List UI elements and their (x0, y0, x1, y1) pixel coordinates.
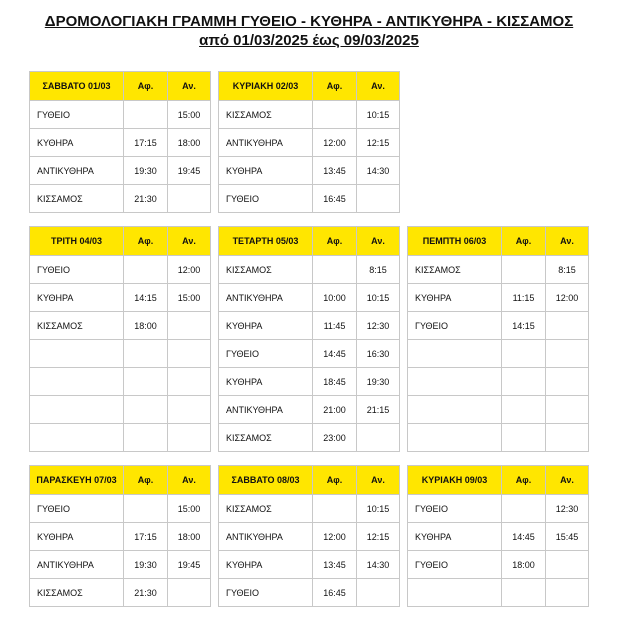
stop-cell: ΑΝΤΙΚΥΘΗΡΑ (219, 396, 313, 424)
departure-cell: 10:00 (313, 284, 357, 312)
table-row (30, 368, 211, 396)
departure-header: Αφ. (502, 227, 546, 256)
departure-cell (124, 396, 168, 424)
page-title: ΔΡΟΜΟΛΟΓΙΑΚΗ ΓΡΑΜΜΗ ΓΥΘΕΙΟ - ΚΥΘΗΡΑ - ΑΝΤΙΚΥΘΗΡΑ - ΚΙΣΣΑΜΟΣ (44, 13, 574, 30)
departure-cell: 14:45 (502, 523, 546, 551)
arrival-cell: 15:45 (546, 523, 589, 551)
table-row (219, 523, 400, 551)
stop-cell: ΚΙΣΣΑΜΟΣ (219, 495, 313, 523)
departure-cell (313, 101, 357, 129)
departure-header: Αφ. (124, 227, 168, 256)
table-header-row (219, 227, 400, 256)
arrival-cell: 12:00 (546, 284, 589, 312)
arrival-cell: 19:45 (168, 551, 211, 579)
departure-cell: 14:45 (313, 340, 357, 368)
stop-cell: ΑΝΤΙΚΥΘΗΡΑ (219, 129, 313, 157)
table-row (219, 256, 400, 284)
stop-cell: ΚΥΘΗΡΑ (30, 129, 124, 157)
table-row (219, 579, 400, 607)
arrival-cell: 15:00 (168, 284, 211, 312)
table-row (408, 495, 589, 523)
departure-cell: 18:00 (124, 312, 168, 340)
stop-cell: ΚΥΘΗΡΑ (219, 368, 313, 396)
day-header: ΣΑΒΒΑΤΟ 08/03 (219, 466, 313, 495)
departure-cell (502, 368, 546, 396)
arrival-cell (546, 579, 589, 607)
stop-cell: ΓΥΘΕΙΟ (219, 185, 313, 213)
table-row (408, 551, 589, 579)
schedule-table-sat-0103 (29, 71, 211, 213)
stop-cell: ΚΥΘΗΡΑ (219, 157, 313, 185)
arrival-cell (168, 312, 211, 340)
arrival-cell: 18:00 (168, 129, 211, 157)
stop-cell: ΑΝΤΙΚΥΘΗΡΑ (219, 523, 313, 551)
table-header-row (219, 466, 400, 495)
table-row (219, 129, 400, 157)
stop-cell: ΑΝΤΙΚΥΘΗΡΑ (219, 284, 313, 312)
departure-cell: 11:45 (313, 312, 357, 340)
table-row (30, 495, 211, 523)
arrival-header: Αν. (546, 466, 589, 495)
arrival-cell (168, 185, 211, 213)
departure-cell: 17:15 (124, 129, 168, 157)
stop-cell: ΓΥΘΕΙΟ (219, 340, 313, 368)
day-header: ΠΑΡΑΣΚΕΥΗ 07/03 (30, 466, 124, 495)
arrival-cell: 12:15 (357, 523, 400, 551)
table-header-row (408, 466, 589, 495)
day-header: ΠΕΜΠΤΗ 06/03 (408, 227, 502, 256)
departure-cell (313, 495, 357, 523)
stop-cell: ΚΙΣΣΑΜΟΣ (30, 185, 124, 213)
schedule-table-sun-0903 (407, 465, 589, 607)
arrival-cell: 10:15 (357, 495, 400, 523)
arrival-cell: 21:15 (357, 396, 400, 424)
table-row (30, 396, 211, 424)
departure-cell: 23:00 (313, 424, 357, 452)
arrival-cell: 16:30 (357, 340, 400, 368)
arrival-cell (546, 312, 589, 340)
stop-cell: ΚΥΘΗΡΑ (219, 312, 313, 340)
departure-cell: 19:30 (124, 157, 168, 185)
schedule-table-thu-0603 (407, 226, 589, 452)
stop-cell (30, 368, 124, 396)
day-header: ΚΥΡΙΑΚΗ 02/03 (219, 72, 313, 101)
table-row (219, 101, 400, 129)
arrival-cell: 8:15 (546, 256, 589, 284)
arrival-cell (168, 424, 211, 452)
stop-cell (408, 396, 502, 424)
arrival-cell: 8:15 (357, 256, 400, 284)
stop-cell: ΓΥΘΕΙΟ (219, 579, 313, 607)
arrival-cell: 15:00 (168, 495, 211, 523)
day-header: ΣΑΒΒΑΤΟ 01/03 (30, 72, 124, 101)
departure-header: Αφ. (313, 466, 357, 495)
arrival-cell (168, 340, 211, 368)
departure-cell: 16:45 (313, 579, 357, 607)
stop-cell: ΚΙΣΣΑΜΟΣ (219, 101, 313, 129)
table-row (219, 495, 400, 523)
stop-cell: ΚΥΘΗΡΑ (408, 523, 502, 551)
table-row (30, 523, 211, 551)
departure-cell: 18:00 (502, 551, 546, 579)
arrival-cell: 12:00 (168, 256, 211, 284)
stop-cell: ΚΙΣΣΑΜΟΣ (219, 424, 313, 452)
table-row (30, 256, 211, 284)
table-row (30, 312, 211, 340)
departure-header: Αφ. (313, 227, 357, 256)
departure-header: Αφ. (124, 72, 168, 101)
stop-cell: ΚΥΘΗΡΑ (30, 284, 124, 312)
stop-cell: ΚΙΣΣΑΜΟΣ (30, 312, 124, 340)
table-header-row (408, 227, 589, 256)
departure-cell: 13:45 (313, 551, 357, 579)
table-row (30, 551, 211, 579)
departure-cell (502, 340, 546, 368)
arrival-header: Αν. (357, 72, 400, 101)
departure-cell: 21:30 (124, 579, 168, 607)
departure-cell (502, 495, 546, 523)
departure-cell (124, 340, 168, 368)
stop-cell: ΚΙΣΣΑΜΟΣ (408, 256, 502, 284)
table-row (408, 579, 589, 607)
arrival-cell (168, 396, 211, 424)
day-header: ΤΡΙΤΗ 04/03 (30, 227, 124, 256)
departure-cell: 12:00 (313, 129, 357, 157)
departure-cell: 21:30 (124, 185, 168, 213)
stop-cell: ΚΥΘΗΡΑ (408, 284, 502, 312)
table-row (219, 551, 400, 579)
departure-cell (502, 396, 546, 424)
stop-cell (30, 340, 124, 368)
arrival-cell (546, 424, 589, 452)
table-row (30, 129, 211, 157)
table-header-row (219, 72, 400, 101)
table-header-row (30, 466, 211, 495)
table-row (219, 368, 400, 396)
departure-cell (313, 256, 357, 284)
arrival-cell (546, 368, 589, 396)
arrival-header: Αν. (168, 72, 211, 101)
table-row (219, 340, 400, 368)
schedule-table-tue-0403 (29, 226, 211, 452)
stop-cell: ΑΝΤΙΚΥΘΗΡΑ (30, 157, 124, 185)
day-header: ΚΥΡΙΑΚΗ 09/03 (408, 466, 502, 495)
table-row (30, 340, 211, 368)
departure-cell: 16:45 (313, 185, 357, 213)
departure-cell: 19:30 (124, 551, 168, 579)
table-row (30, 185, 211, 213)
stop-cell: ΑΝΤΙΚΥΘΗΡΑ (30, 551, 124, 579)
table-row (408, 312, 589, 340)
departure-cell: 11:15 (502, 284, 546, 312)
arrival-cell (168, 579, 211, 607)
arrival-cell: 12:30 (546, 495, 589, 523)
table-row (219, 185, 400, 213)
schedule-table-sun-0203 (218, 71, 400, 213)
table-row (219, 424, 400, 452)
departure-cell (502, 424, 546, 452)
date-range: από 01/03/2025 έως 09/03/2025 (199, 32, 419, 49)
departure-header: Αφ. (124, 466, 168, 495)
stop-cell: ΓΥΘΕΙΟ (30, 256, 124, 284)
arrival-header: Αν. (357, 227, 400, 256)
table-row (408, 424, 589, 452)
table-row (219, 396, 400, 424)
arrival-cell: 12:15 (357, 129, 400, 157)
day-header: ΤΕΤΑΡΤΗ 05/03 (219, 227, 313, 256)
arrival-cell: 10:15 (357, 101, 400, 129)
stop-cell: ΓΥΘΕΙΟ (408, 495, 502, 523)
stop-cell: ΚΙΣΣΑΜΟΣ (219, 256, 313, 284)
table-row (219, 312, 400, 340)
schedule-table-fri-0703 (29, 465, 211, 607)
stop-cell (408, 340, 502, 368)
stop-cell: ΚΥΘΗΡΑ (219, 551, 313, 579)
table-row (30, 424, 211, 452)
table-row (30, 579, 211, 607)
arrival-cell: 12:30 (357, 312, 400, 340)
table-row (408, 523, 589, 551)
departure-cell (124, 256, 168, 284)
schedule-table-wed-0503 (218, 226, 400, 452)
departure-cell: 13:45 (313, 157, 357, 185)
departure-cell: 14:15 (502, 312, 546, 340)
arrival-cell (168, 368, 211, 396)
table-row (408, 340, 589, 368)
arrival-cell (546, 396, 589, 424)
arrival-header: Αν. (357, 466, 400, 495)
departure-cell: 14:15 (124, 284, 168, 312)
stop-cell (30, 424, 124, 452)
arrival-cell: 15:00 (168, 101, 211, 129)
table-row (30, 157, 211, 185)
schedule-table-sat-0803 (218, 465, 400, 607)
arrival-cell (546, 340, 589, 368)
arrival-cell: 10:15 (357, 284, 400, 312)
departure-cell (502, 579, 546, 607)
table-row (408, 368, 589, 396)
table-row (219, 157, 400, 185)
arrival-header: Αν. (546, 227, 589, 256)
departure-cell (124, 368, 168, 396)
departure-header: Αφ. (313, 72, 357, 101)
arrival-cell (546, 551, 589, 579)
stop-cell: ΓΥΘΕΙΟ (30, 495, 124, 523)
departure-cell (124, 424, 168, 452)
table-row (408, 396, 589, 424)
arrival-cell (357, 579, 400, 607)
departure-header: Αφ. (502, 466, 546, 495)
table-row (30, 284, 211, 312)
departure-cell: 21:00 (313, 396, 357, 424)
departure-cell: 18:45 (313, 368, 357, 396)
table-row (30, 101, 211, 129)
arrival-cell (357, 185, 400, 213)
stop-cell (408, 424, 502, 452)
stop-cell: ΓΥΘΕΙΟ (408, 312, 502, 340)
arrival-cell: 14:30 (357, 551, 400, 579)
arrival-cell: 14:30 (357, 157, 400, 185)
stop-cell (408, 579, 502, 607)
departure-cell (502, 256, 546, 284)
arrival-header: Αν. (168, 466, 211, 495)
departure-cell: 17:15 (124, 523, 168, 551)
stop-cell (30, 396, 124, 424)
arrival-cell: 19:30 (357, 368, 400, 396)
departure-cell: 12:00 (313, 523, 357, 551)
stop-cell: ΚΙΣΣΑΜΟΣ (30, 579, 124, 607)
arrival-cell: 18:00 (168, 523, 211, 551)
table-row (408, 256, 589, 284)
stop-cell: ΚΥΘΗΡΑ (30, 523, 124, 551)
departure-cell (124, 495, 168, 523)
arrival-header: Αν. (168, 227, 211, 256)
table-row (219, 284, 400, 312)
table-header-row (30, 227, 211, 256)
arrival-cell (357, 424, 400, 452)
arrival-cell: 19:45 (168, 157, 211, 185)
table-row (408, 284, 589, 312)
stop-cell: ΓΥΘΕΙΟ (408, 551, 502, 579)
stop-cell (408, 368, 502, 396)
table-header-row (30, 72, 211, 101)
stop-cell: ΓΥΘΕΙΟ (30, 101, 124, 129)
departure-cell (124, 101, 168, 129)
